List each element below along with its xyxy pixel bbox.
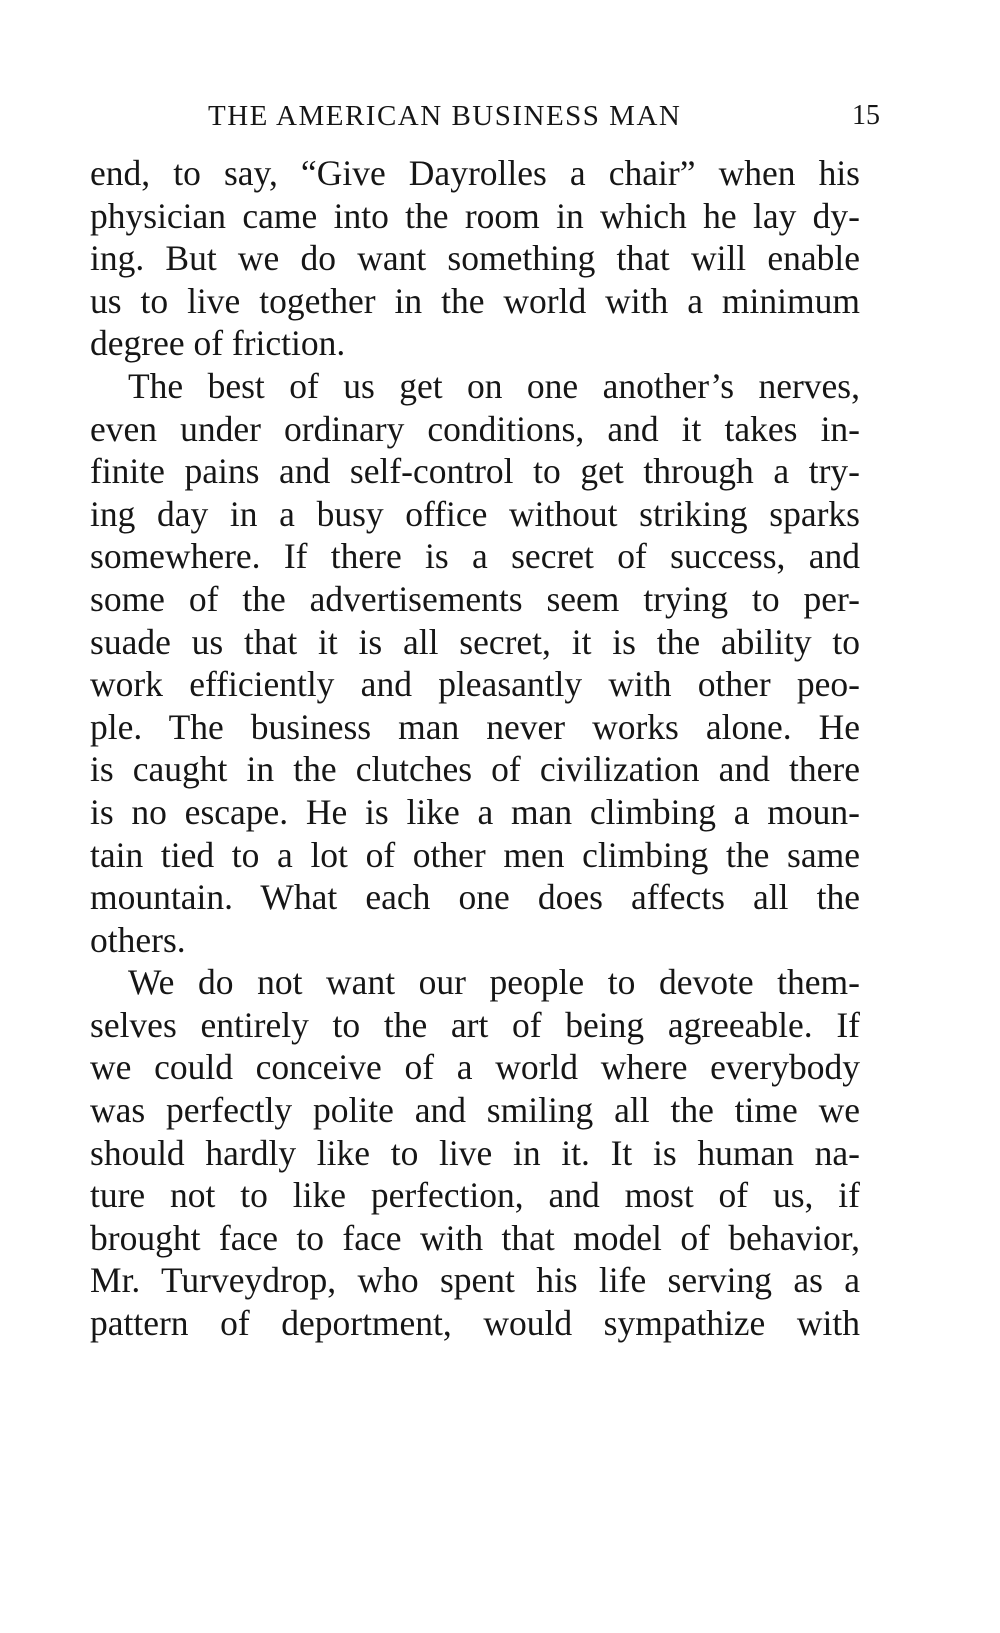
text-line: mountain. What each one does affects all the [90,877,860,918]
running-title: THE AMERICAN BUSINESS MAN [208,100,682,132]
text-line: ture not to like perfection, and most of us, if [90,1175,860,1216]
body-text [90,152,860,1345]
text-line: Mr. Turveydrop, who spent his life serving as a [90,1260,860,1301]
page-number: 15 [852,100,880,131]
text-line: ple. The business man never works alone. He [90,706,860,747]
text-line: pattern of deportment, would sympathize with [90,1303,860,1344]
text-line: should hardly like to live in it. It is human na- [90,1132,860,1173]
text-line: finite pains and self-control to get through a try- [90,451,860,492]
text-line: is no escape. He is like a man climbing a moun- [90,791,860,832]
text-line: ing day in a busy office without striking sparks [90,493,860,534]
text-line: selves entirely to the art of being agreeable. If [90,1004,860,1045]
text-line: somewhere. If there is a secret of success, and [90,536,860,577]
text-line: suade us that it is all secret, it is the ability to [90,621,860,662]
text-line: even under ordinary conditions, and it takes in- [90,408,860,449]
text-line: ing. But we do want something that will enable [90,238,860,279]
text-line: us to live together in the world with a minimum [90,280,860,321]
text-line: is caught in the clutches of civilization and there [90,749,860,790]
text-line: others. [90,919,186,960]
text-line: We do not want our people to devote them- [128,962,860,1003]
text-line: end, to say, “Give Dayrolles a chair” when his [90,153,860,193]
text-line: we could conceive of a world where everybody [90,1047,860,1088]
running-header [90,100,880,140]
text-line: some of the advertisements seem trying to per- [90,578,860,619]
text-line: work efficiently and pleasantly with other peo- [90,664,860,705]
text-line: was perfectly polite and smiling all the time we [90,1090,860,1131]
text-line: physician came into the room in which he lay dy- [90,195,860,236]
text-line: brought face to face with that model of behavior, [90,1217,860,1258]
text-line: degree of friction. [90,323,346,364]
text-line: The best of us get on one another’s nerves, [128,365,860,406]
text-line: tain tied to a lot of other men climbing the same [90,834,860,875]
